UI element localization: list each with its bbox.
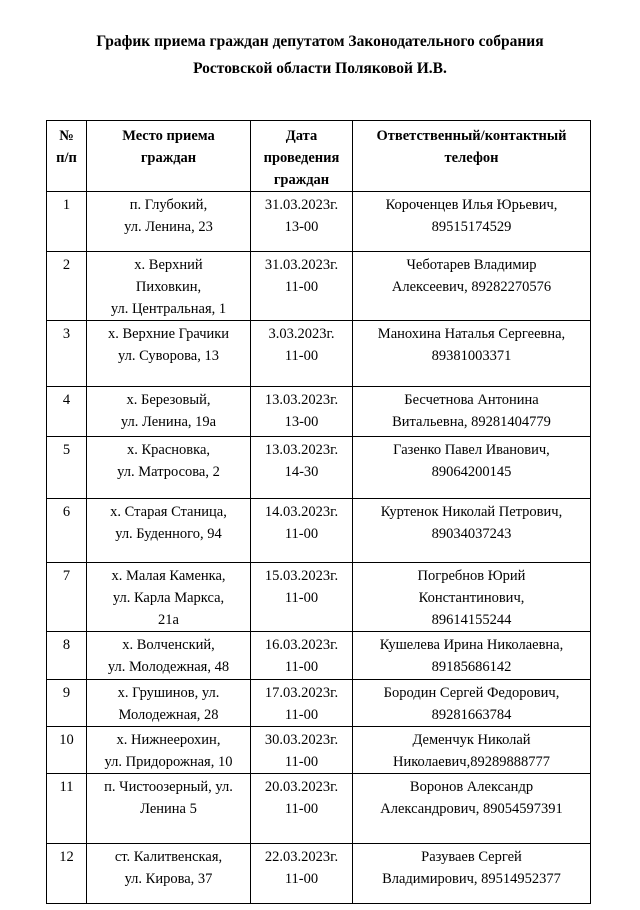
reception-date-line: 11-00 — [284, 348, 319, 364]
responsible-contact — [353, 680, 591, 727]
table-row — [47, 727, 591, 774]
reception-date-line: 20.03.2023г. — [264, 779, 339, 795]
reception-date-line: 11-00 — [284, 707, 319, 723]
reception-place-line: х. Малая Каменка, — [111, 568, 226, 584]
responsible-contact-line: Бесчетнова Антонина — [404, 392, 539, 408]
reception-date — [251, 632, 353, 680]
reception-place-line: х. Грушинов, ул. — [117, 685, 220, 701]
reception-date — [251, 499, 353, 563]
responsible-contact-line: Разуваев Сергей — [421, 849, 522, 865]
reception-date-line: 14.03.2023г. — [264, 504, 339, 520]
reception-place-line: х. Красновка, — [126, 442, 211, 458]
table-row — [47, 321, 591, 387]
responsible-contact-line: Деменчук Николай — [412, 732, 531, 748]
table-row — [47, 192, 591, 252]
reception-date — [251, 252, 353, 321]
reception-place-line: ул. Матросова, 2 — [117, 464, 220, 480]
reception-place-line: Пиховкин, — [135, 279, 202, 295]
reception-date-line: 11-00 — [284, 871, 319, 887]
header-text: граждан — [140, 150, 197, 166]
reception-date-line: 13.03.2023г. — [264, 442, 339, 458]
row-number: 9 — [47, 680, 87, 727]
reception-place-line: ул. Придорожная, 10 — [104, 754, 233, 770]
reception-date — [251, 387, 353, 437]
table-row — [47, 387, 591, 437]
responsible-contact — [353, 774, 591, 844]
reception-date-line: 13-00 — [284, 414, 319, 430]
responsible-contact-line: Алексеевич, 89282270576 — [391, 279, 552, 295]
responsible-contact-line: Погребнов Юрий — [417, 568, 526, 584]
reception-place-line: Молодежная, 28 — [118, 707, 219, 723]
header-place — [87, 121, 251, 192]
schedule-table — [46, 120, 591, 904]
responsible-contact-line: Николаевич,89289888777 — [393, 754, 550, 770]
header-text: проведения — [263, 150, 340, 166]
row-number: 5 — [47, 437, 87, 499]
reception-date-line: 11-00 — [284, 659, 319, 675]
reception-date-line: 30.03.2023г. — [264, 732, 339, 748]
responsible-contact-line: 89034037243 — [431, 526, 512, 542]
document-title — [0, 28, 640, 82]
row-number: 3 — [47, 321, 87, 387]
reception-date-line: 13-00 — [284, 219, 319, 235]
responsible-contact — [353, 387, 591, 437]
reception-place-line: 21а — [158, 612, 179, 628]
reception-place-line: Ленина 5 — [140, 801, 197, 817]
reception-date-line: 17.03.2023г. — [264, 685, 339, 701]
reception-place-line: ул. Ленина, 23 — [124, 219, 213, 235]
header-text: Место приема — [122, 128, 215, 144]
reception-place-line: х. Волченский, — [122, 637, 215, 653]
responsible-contact-line: Манохина Наталья Сергеевна, — [377, 326, 566, 342]
responsible-contact-line: Газенко Павел Иванович, — [393, 442, 550, 458]
row-number: 10 — [47, 727, 87, 774]
reception-place — [87, 680, 251, 727]
reception-place — [87, 774, 251, 844]
header-contact — [353, 121, 591, 192]
reception-place-line: ул. Ленина, 19а — [120, 414, 217, 430]
table-row — [47, 680, 591, 727]
header-text: Ответственный/контактный — [376, 128, 567, 144]
responsible-contact — [353, 192, 591, 252]
header-row — [47, 121, 591, 192]
responsible-contact-line: Александрович, 89054597391 — [380, 801, 563, 817]
reception-place-line: х. Березовый, — [126, 392, 211, 408]
responsible-contact — [353, 563, 591, 632]
header-text: п/п — [56, 150, 77, 166]
reception-date — [251, 680, 353, 727]
reception-place-line: х. Верхние Грачики — [107, 326, 230, 342]
title-line-2: Ростовской области Поляковой И.В. — [193, 60, 447, 77]
reception-place-line: ул. Буденного, 94 — [115, 526, 222, 542]
responsible-contact — [353, 437, 591, 499]
reception-date-line: 31.03.2023г. — [264, 257, 339, 273]
header-text: № — [59, 128, 74, 144]
responsible-contact-line: Кушелева Ирина Николаевна, — [379, 637, 564, 653]
reception-date-line: 3.03.2023г. — [268, 326, 335, 342]
reception-date-line: 13.03.2023г. — [264, 392, 339, 408]
row-number: 1 — [47, 192, 87, 252]
responsible-contact — [353, 632, 591, 680]
reception-date — [251, 844, 353, 904]
responsible-contact — [353, 321, 591, 387]
row-number: 11 — [47, 774, 87, 844]
reception-place — [87, 727, 251, 774]
reception-place-line: х. Нижнеерохин, — [116, 732, 221, 748]
reception-date-line: 31.03.2023г. — [264, 197, 339, 213]
row-number: 8 — [47, 632, 87, 680]
reception-place-line: ул. Центральная, 1 — [110, 301, 227, 317]
responsible-contact-line: 89515174529 — [431, 219, 512, 235]
reception-date-line: 11-00 — [284, 801, 319, 817]
header-text: телефон — [444, 150, 499, 166]
responsible-contact-line: Воронов Александр — [409, 779, 534, 795]
reception-date-line: 15.03.2023г. — [264, 568, 339, 584]
reception-date-line: 11-00 — [284, 279, 319, 295]
reception-place-line: п. Чистоозерный, ул. — [104, 779, 233, 795]
responsible-contact-line: Бородин Сергей Федорович, — [383, 685, 560, 701]
responsible-contact-line: Куртенок Николай Петрович, — [380, 504, 563, 520]
table-row — [47, 844, 591, 904]
reception-place — [87, 321, 251, 387]
reception-date-line: 11-00 — [284, 526, 319, 542]
reception-place — [87, 387, 251, 437]
reception-place — [87, 844, 251, 904]
reception-place — [87, 499, 251, 563]
reception-place-line: ул. Суворова, 13 — [118, 348, 219, 364]
reception-place — [87, 437, 251, 499]
table-row — [47, 563, 591, 632]
reception-place — [87, 632, 251, 680]
reception-place-line: ул. Кирова, 37 — [124, 871, 213, 887]
reception-date — [251, 727, 353, 774]
header-date — [251, 121, 353, 192]
responsible-contact-line: Владимирович, 89514952377 — [382, 871, 561, 887]
table-row — [47, 437, 591, 499]
responsible-contact-line: 89281663784 — [431, 707, 512, 723]
header-text: граждан — [273, 172, 330, 188]
reception-place-line: ул. Карла Маркса, — [112, 590, 225, 606]
responsible-contact — [353, 252, 591, 321]
responsible-contact — [353, 727, 591, 774]
reception-date-line: 14-30 — [284, 464, 319, 480]
table-row — [47, 632, 591, 680]
responsible-contact-line: 89614155244 — [431, 612, 512, 628]
row-number: 6 — [47, 499, 87, 563]
header-text: Дата — [285, 128, 318, 144]
reception-place-line: п. Глубокий, — [129, 197, 208, 213]
table-row — [47, 774, 591, 844]
responsible-contact — [353, 499, 591, 563]
row-number: 12 — [47, 844, 87, 904]
reception-place-line: ул. Молодежная, 48 — [107, 659, 230, 675]
reception-place-line: х. Верхний — [134, 257, 203, 273]
reception-date-line: 11-00 — [284, 754, 319, 770]
responsible-contact-line: 89185686142 — [431, 659, 512, 675]
responsible-contact-line: Константинович, — [418, 590, 525, 606]
row-number: 7 — [47, 563, 87, 632]
table-row — [47, 499, 591, 563]
reception-date-line: 11-00 — [284, 590, 319, 606]
title-line-1: График приема граждан депутатом Законодательного собрания — [96, 33, 544, 50]
responsible-contact-line: Чеботарев Владимир — [406, 257, 537, 273]
reception-place-line: х. Старая Станица, — [110, 504, 227, 520]
reception-place — [87, 252, 251, 321]
reception-date — [251, 437, 353, 499]
responsible-contact-line: Короченцев Илья Юрьевич, — [385, 197, 558, 213]
header-number — [47, 121, 87, 192]
responsible-contact-line: 89064200145 — [431, 464, 512, 480]
reception-date — [251, 563, 353, 632]
reception-place — [87, 563, 251, 632]
reception-date — [251, 192, 353, 252]
responsible-contact-line: Витальевна, 89281404779 — [392, 414, 551, 430]
row-number: 2 — [47, 252, 87, 321]
reception-date-line: 22.03.2023г. — [264, 849, 339, 865]
reception-place — [87, 192, 251, 252]
reception-date-line: 16.03.2023г. — [264, 637, 339, 653]
row-number: 4 — [47, 387, 87, 437]
responsible-contact — [353, 844, 591, 904]
reception-place-line: ст. Калитвенская, — [114, 849, 223, 865]
reception-date — [251, 321, 353, 387]
table-body — [47, 192, 591, 904]
table-row — [47, 252, 591, 321]
responsible-contact-line: 89381003371 — [431, 348, 512, 364]
reception-date — [251, 774, 353, 844]
